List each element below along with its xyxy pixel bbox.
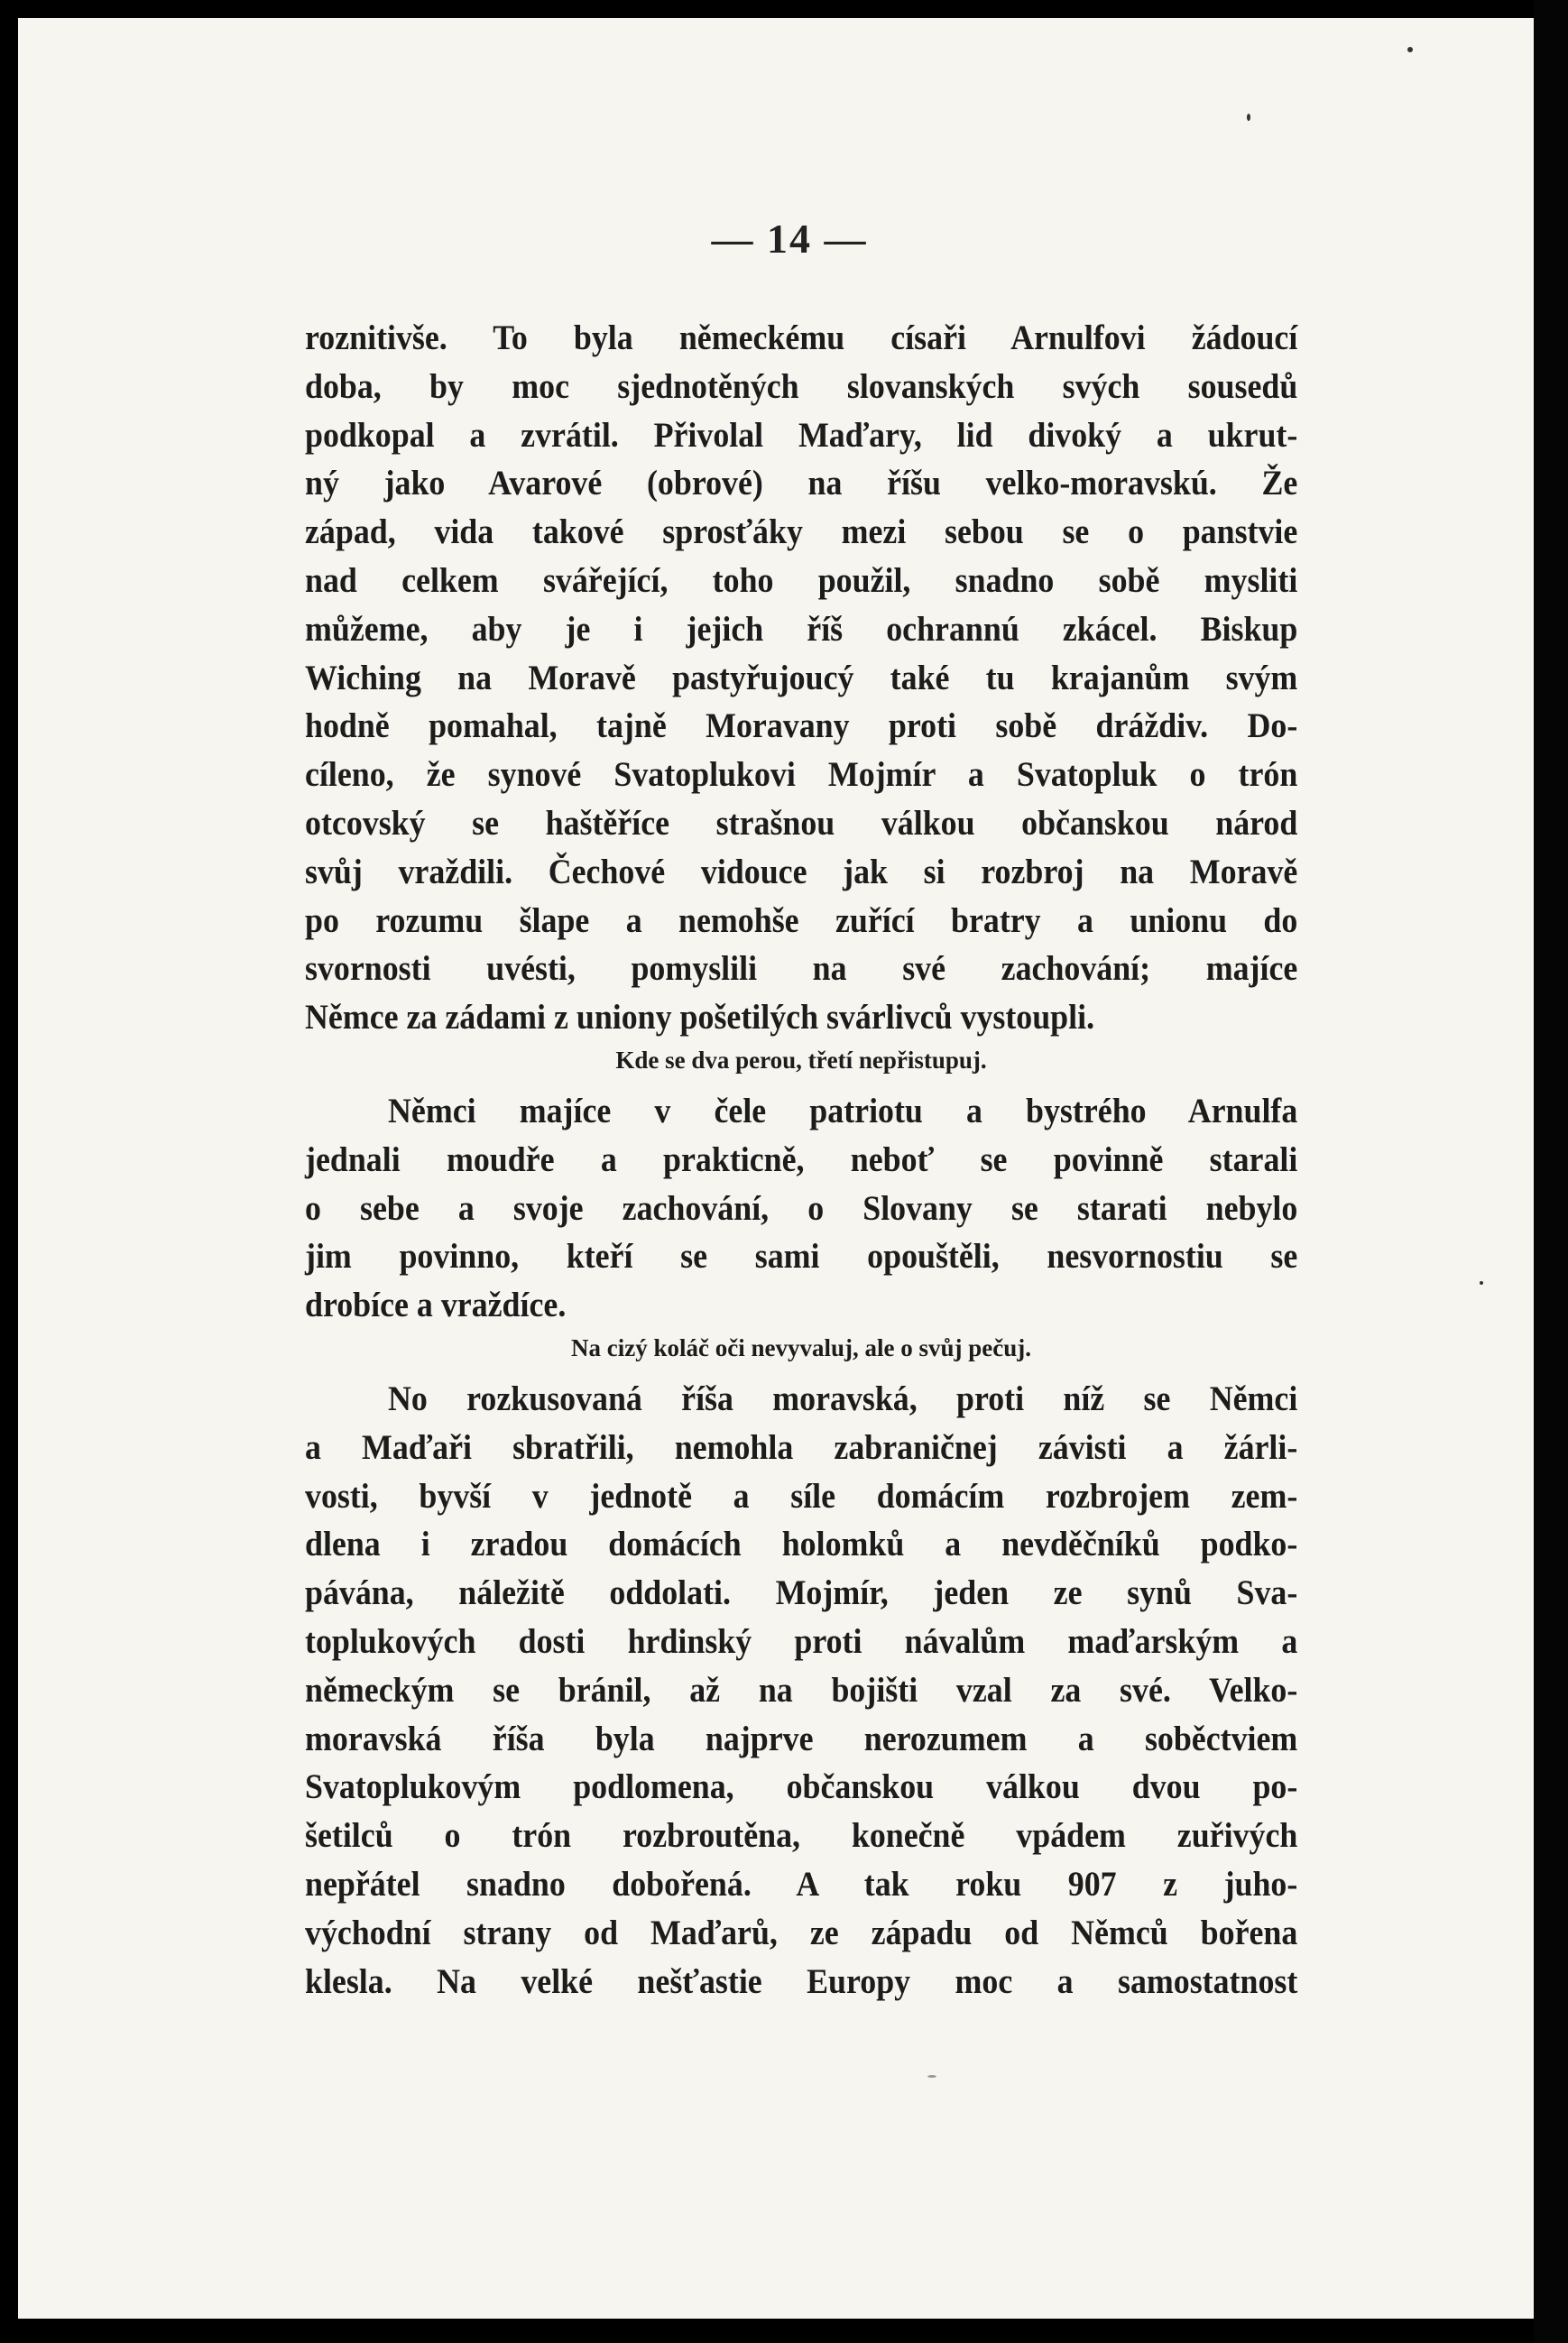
text-line: německým se bránil, až na bojišti vzal za své. Velko- xyxy=(305,1670,1298,1710)
text-line: nepřátel snadno dobořená. A tak roku 907 z juho- xyxy=(305,1864,1298,1904)
text-line: svornosti uvésti, pomyslili na své zachování; majíce xyxy=(305,949,1298,989)
paragraph-1 xyxy=(305,314,1297,1042)
text-line: No rozkusovaná říša moravská, proti níž se Němci xyxy=(388,1379,1298,1418)
text-line: nad celkem svářející, toho použil, snadno sobě mysliti xyxy=(305,560,1298,600)
text-line: o sebe a svoje zachování, o Slovany se starati nebylo xyxy=(305,1188,1298,1228)
body-text xyxy=(305,314,1297,2006)
text-line: Svatoplukovým podlomena, občanskou válkou dvou po- xyxy=(305,1767,1298,1807)
text-line: moravská říša byla najprve nerozumem a soběctviem xyxy=(305,1719,1298,1758)
text-line: otcovský se haštěříce strašnou válkou občanskou národ xyxy=(305,803,1298,843)
text-line: po rozumu šlape a nemohše zuřící bratry a unionu do xyxy=(305,900,1298,940)
scan-border xyxy=(1534,0,1568,2343)
scan-speck xyxy=(927,2075,936,2078)
text-line: jim povinno, kteří se sami opouštěli, nesvornostiu se xyxy=(305,1237,1298,1277)
text-line: drobíce a vraždíce. xyxy=(305,1286,567,1325)
scan-speck xyxy=(1247,114,1250,121)
text-line: Němci majíce v čele patriotu a bystrého Arnulfa xyxy=(388,1091,1298,1130)
text-line: jednali moudře a prakticně, neboť se povinně starali xyxy=(305,1139,1298,1179)
text-line: doba, by moc sjednotěných slovanských svých sousedů xyxy=(305,366,1298,406)
text-line: hodně pomahal, tajně Moravany proti sobě dráždiv. Do- xyxy=(305,706,1298,746)
scan-speck xyxy=(1407,47,1413,52)
text-line: a Maďaři sbratřili, nemohla zabraničnej závisti a žárli- xyxy=(305,1427,1298,1467)
proverb-2: Na cizý koláč oči nevyvaluj, ale o svůj pečuj. xyxy=(571,1333,1031,1361)
text-line: můžeme, aby je i jejich říš ochrannú zkácel. Biskup xyxy=(305,609,1298,649)
text-line: pávána, náležitě oddolati. Mojmír, jeden ze synů Sva- xyxy=(305,1573,1298,1613)
text-line: dlena i zradou domácích holomků a nevděčníků podko- xyxy=(305,1525,1298,1564)
text-line: cíleno, že synové Svatoplukovi Mojmír a Svatopluk o trón xyxy=(305,755,1298,795)
text-line: východní strany od Maďarů, ze západu od Němců bořena xyxy=(305,1913,1298,1952)
text-line: klesla. Na velké nešťastie Europy moc a samostatnost xyxy=(305,1961,1298,2001)
page-number: — 14 — xyxy=(711,216,868,262)
text-line: vosti, byvší v jednotě a síle domácím rozbrojem zem- xyxy=(305,1476,1298,1516)
text-line: šetilců o trón rozbroutěna, konečně vpádem zuřivých xyxy=(305,1816,1298,1856)
book-page xyxy=(18,18,1534,2319)
text-line: ný jako Avarové (obrové) na říšu velko-moravskú. Že xyxy=(305,464,1298,503)
text-line: roznitivše. To byla německému císaři Arnulfovi žádoucí xyxy=(305,318,1298,357)
text-line: Wiching na Moravě pastyřujoucý také tu krajanům svým xyxy=(305,658,1298,697)
text-line: Němce za zádami z uniony pošetilých svárlivců vystoupli. xyxy=(305,998,1095,1038)
text-line: západ, vida takové sprosťáky mezi sebou se o panstvie xyxy=(305,512,1298,552)
paragraph-3 xyxy=(305,1375,1297,2006)
text-line: toplukových dosti hrdinský proti návalům maďarským a xyxy=(305,1621,1298,1661)
proverb-1: Kde se dva perou, třetí nepřistupuj. xyxy=(615,1046,987,1074)
text-line: svůj vraždili. Čechové vidouce jak si rozbroj na Moravě xyxy=(305,852,1298,891)
text-line: podkopal a zvrátil. Přivolal Maďary, lid divoký a ukrut- xyxy=(305,415,1298,455)
paragraph-2 xyxy=(305,1087,1297,1330)
scan-speck xyxy=(1480,1281,1483,1285)
